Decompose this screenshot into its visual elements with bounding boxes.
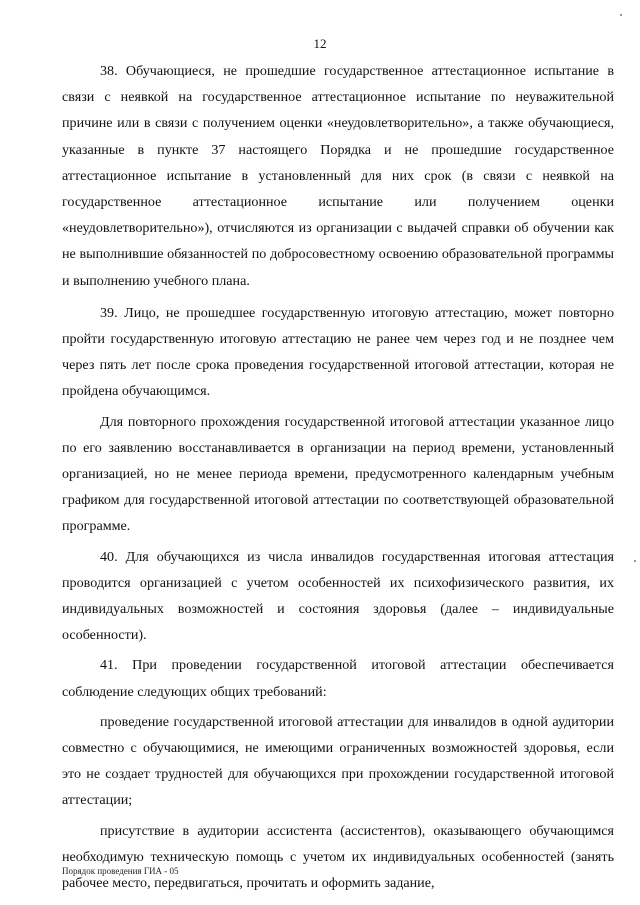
requirement-item-1: проведение государственной итоговой аттестации для инвалидов в одной аудитории совместно с обучающимися, не имеющими ограниченных возможностей здоровья, если это не создает трудностей для обучающихся при прохождении государственной итоговой аттестации;	[62, 713, 614, 809]
document-body	[62, 58, 614, 896]
paragraph-38: 38. Обучающиеся, не прошедшие государственное аттестационное испытание в связи с неявкой на государственное аттестационное испытание по неуважительной причине или в связи с получением оценки «неудовлетворительно», а также обучающиеся, указанные в пункте 37 настоящего Порядка и не прошедшие государственное аттестационное испытание в установленный для них срок (в связи с неявкой на государственное аттестационное испытание или получением оценки «неудовлетворительно»), отчисляются из организации с выдачей справки об обучении как не выполнившие обязанностей по добросовестному освоению образовательной программы и выполнению учебного плана.	[62, 63, 614, 289]
page-number: 12	[313, 36, 327, 51]
scan-artifact	[634, 560, 636, 562]
scan-artifact	[620, 14, 622, 16]
paragraph-40: 40. Для обучающихся из числа инвалидов государственная итоговая аттестация проводится организацией с учетом особенностей их психофизического развития, их индивидуальных возможностей и состояния здоровья (далее – индивидуальные особенности).	[62, 548, 614, 644]
paragraph-39-continuation: Для повторного прохождения государственной итоговой аттестации указанное лицо по его заявлению восстанавливается в организации на период времени, установленный организацией, но не менее периода времени, предусмотренного календарным учебным графиком для государственной итоговой аттестации по соответствующей образовательной программе.	[62, 413, 614, 535]
paragraph-41: 41. При проведении государственной итоговой аттестации обеспечивается соблюдение следующих общих требований:	[62, 657, 614, 700]
paragraph-39: 39. Лицо, не прошедшее государственную итоговую аттестацию, может повторно пройти государственную итоговую аттестацию не ранее чем через год и не позднее чем через пять лет после срока проведения государственной итоговой аттестации, которая не пройдена обучающимся.	[62, 304, 614, 400]
document-footer: Порядок проведения ГИА - 05	[62, 866, 179, 876]
requirement-item-2: присутствие в аудитории ассистента (ассистентов), оказывающего обучающимся необходимую техническую помощь с учетом их индивидуальных особенностей (занять рабочее место, передвигаться, прочитать и оформить задание,	[62, 822, 614, 892]
